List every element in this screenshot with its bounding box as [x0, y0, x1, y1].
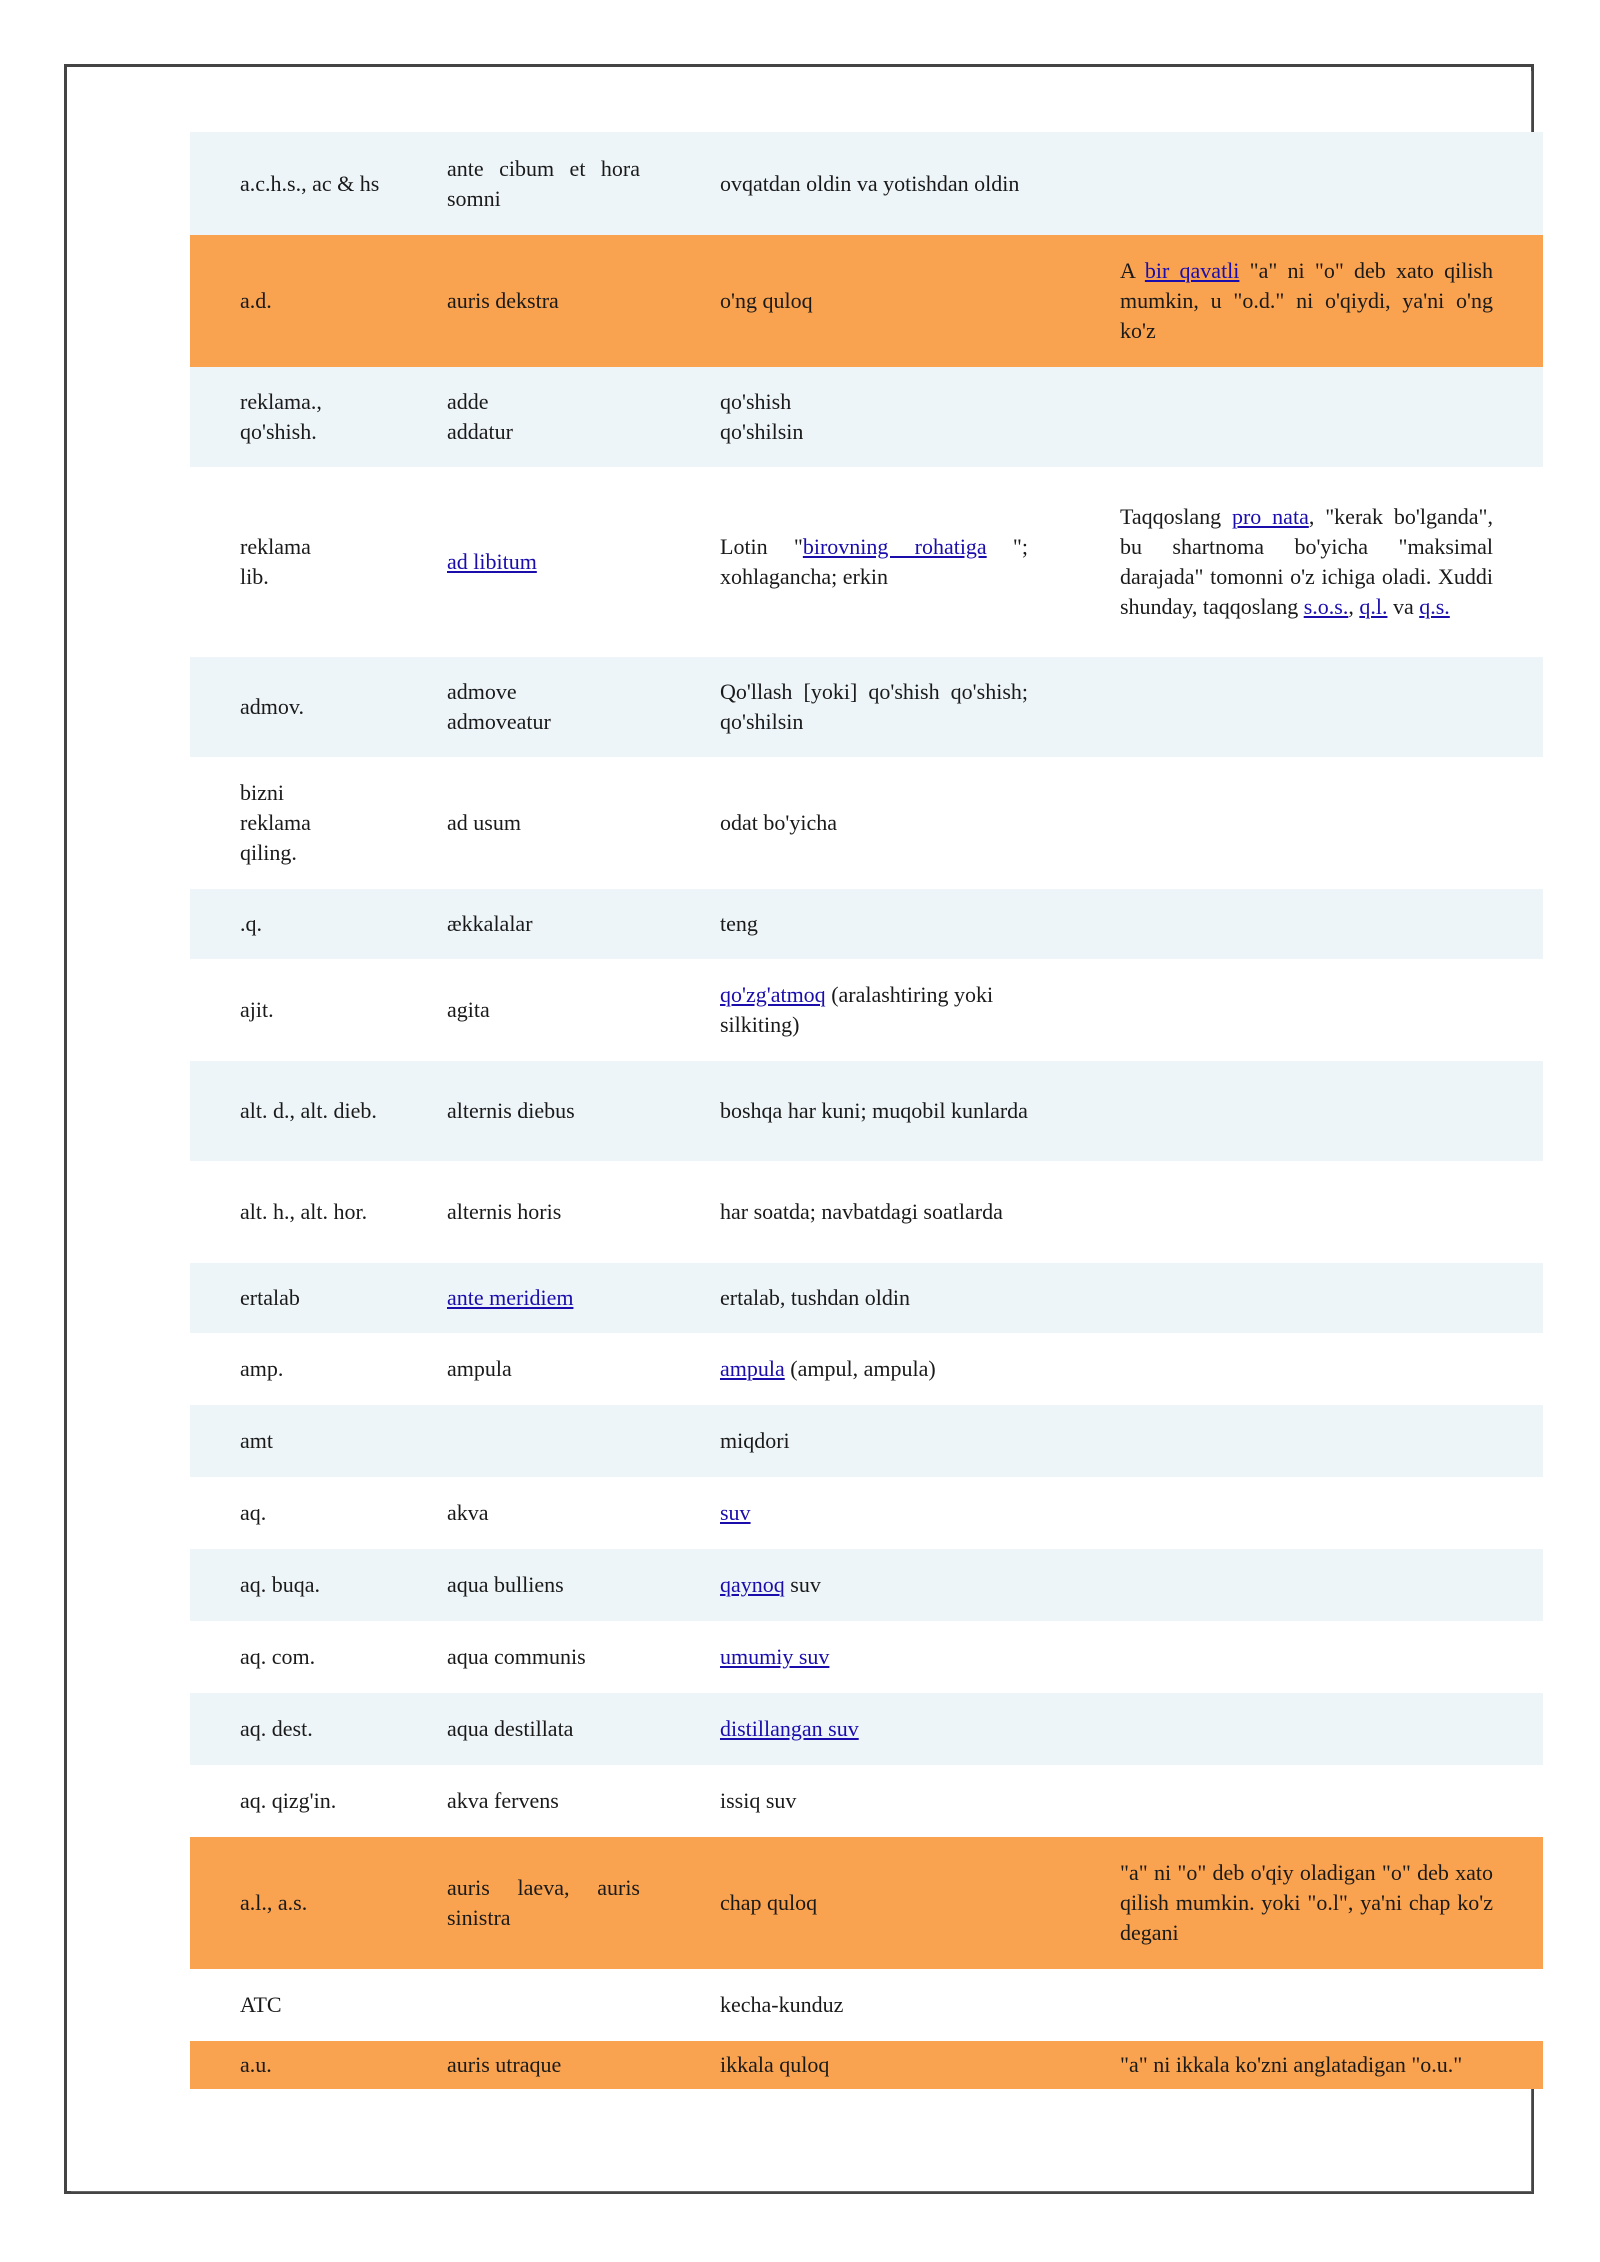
meaning-cell: qaynoq suv [720, 1572, 821, 1597]
table-row [190, 1693, 1543, 1765]
table-row [190, 1765, 1543, 1837]
latin-link[interactable]: ante meridiem [447, 1285, 574, 1310]
table-row [190, 132, 1543, 235]
latin-cell: ante cibum et hora somni [447, 155, 640, 211]
abbreviation-cell: reklama., qo'shish. [240, 389, 322, 444]
note-link[interactable]: pro nata [1231, 504, 1309, 529]
note-cell: "a" ni "o" deb o'qiy oladigan "o" deb xato qilish mumkin. yoki "o.l", ya'ni chap ko'z degani [1120, 1860, 1493, 1945]
latin-cell: alternis diebus [447, 1098, 575, 1123]
meaning-cell: ovqatdan oldin va yotishdan oldin [720, 170, 1020, 196]
table-row [190, 467, 1543, 657]
abbreviation-cell: a.l., a.s. [240, 1890, 308, 1915]
meaning-cell: chap quloq [720, 1890, 818, 1915]
note-link[interactable]: q.s. [1419, 594, 1450, 619]
table-row [190, 1263, 1543, 1333]
meaning-cell: odat bo'yicha [720, 810, 837, 835]
table-row [190, 889, 1543, 959]
meaning-cell: issiq suv [720, 1788, 797, 1813]
abbreviation-cell: bizni reklama qiling. [240, 780, 311, 865]
table-row [190, 1333, 1543, 1405]
abbreviation-cell: ertalab [240, 1285, 300, 1310]
latin-cell: admove admoveatur [447, 679, 551, 734]
abbreviation-cell: aq. dest. [240, 1716, 313, 1741]
meaning-cell: o'ng quloq [720, 288, 813, 313]
latin-cell: akva [447, 1500, 489, 1525]
abbreviation-cell: a.d. [240, 288, 272, 313]
table-row [190, 1061, 1543, 1161]
table-row [190, 1621, 1543, 1693]
table-row [190, 1969, 1543, 2041]
note-cell: Taqqoslang pro nata, "kerak bo'lganda", bu shartnoma bo'yicha "maksimal darajada" tomonni o'z ichiga oladi. Xuddi shunday, taqqoslang s.o.s., q.l. va q.s. [1120, 504, 1493, 619]
abbreviation-cell: ajit. [240, 997, 274, 1022]
abbreviation-cell: amt [240, 1428, 273, 1453]
table-row [190, 1405, 1543, 1477]
meaning-link[interactable]: ampula [720, 1356, 785, 1381]
meaning-link[interactable]: qaynoq [720, 1572, 785, 1597]
latin-cell: auris dekstra [447, 288, 559, 313]
table-row [190, 367, 1543, 467]
table-row [190, 1477, 1543, 1549]
latin-cell: aqua bulliens [447, 1572, 564, 1597]
meaning-cell: Qo'llash [yoki] qo'shish qo'shish; qo'shilsin [720, 679, 1028, 734]
note-link[interactable]: q.l. [1359, 594, 1388, 619]
meaning-cell: ertalab, tushdan oldin [720, 1285, 911, 1310]
abbreviation-cell: ATC [240, 1992, 282, 2017]
abbreviation-cell: a.c.h.s., ac & hs [240, 170, 380, 196]
abbreviation-cell: reklama lib. [240, 534, 311, 589]
meaning-cell: miqdori [720, 1428, 790, 1453]
table-row [190, 1837, 1543, 1969]
table-row [190, 2041, 1543, 2089]
abbreviation-cell: alt. d., alt. dieb. [240, 1098, 377, 1123]
abbreviation-cell: amp. [240, 1356, 284, 1381]
abbreviation-cell: aq. com. [240, 1644, 316, 1669]
abbreviation-table [190, 132, 1543, 2089]
note-cell: "a" ni ikkala ko'zni anglatadigan "o.u." [1120, 2052, 1463, 2077]
latin-cell: alternis horis [447, 1199, 562, 1224]
latin-cell: auris laeva, auris sinistra [447, 1875, 640, 1930]
meaning-link[interactable]: umumiy suv [720, 1644, 830, 1669]
latin-cell: ampula [447, 1356, 512, 1381]
table-row [190, 235, 1543, 367]
latin-cell: ækkalalar [447, 911, 533, 936]
meaning-cell: ikkala quloq [720, 2052, 830, 2077]
latin-cell: aqua destillata [447, 1716, 574, 1741]
abbreviation-cell: alt. h., alt. hor. [240, 1199, 368, 1224]
note-link[interactable]: bir qavatli [1144, 258, 1240, 283]
note-link[interactable]: s.o.s. [1303, 594, 1349, 619]
meaning-cell: qo'shish qo'shilsin [720, 389, 804, 444]
meaning-cell: qo'zg'atmoq (aralashtiring yoki silkiting) [720, 982, 994, 1037]
meaning-link[interactable]: qo'zg'atmoq [720, 982, 826, 1007]
latin-cell: aqua communis [447, 1644, 586, 1669]
table-row [190, 757, 1543, 889]
meaning-cell: boshqa har kuni; muqobil kunlarda [720, 1098, 1028, 1123]
meaning-cell: har soatda; navbatdagi soatlarda [720, 1199, 1003, 1224]
abbreviation-cell: aq. buqa. [240, 1572, 321, 1597]
note-cell: A bir qavatli "a" ni "o" deb xato qilish mumkin, u "o.d." ni o'qiydi, ya'ni o'ng ko'z [1120, 258, 1493, 343]
meaning-cell: teng [720, 911, 758, 936]
meaning-link[interactable]: birovning rohatiga [802, 534, 987, 559]
table-row [190, 1549, 1543, 1621]
abbreviation-cell: a.u. [240, 2052, 272, 2077]
meaning-link[interactable]: suv [720, 1500, 751, 1525]
latin-cell: agita [447, 997, 490, 1022]
abbreviation-cell: admov. [240, 694, 304, 719]
meaning-link[interactable]: distillangan suv [720, 1716, 859, 1741]
table-row [190, 657, 1543, 757]
abbreviation-cell: aq. [240, 1500, 267, 1525]
latin-cell: ad usum [447, 810, 521, 835]
abbreviation-cell: .q. [240, 911, 262, 936]
latin-cell: auris utraque [447, 2052, 562, 2077]
table-row [190, 1161, 1543, 1263]
latin-link[interactable]: ad libitum [447, 549, 537, 574]
latin-cell: adde addatur [447, 389, 513, 444]
meaning-cell: Lotin "birovning rohatiga "; xohlaganchа; erkin [720, 534, 1028, 589]
meaning-cell: kecha-kunduz [720, 1992, 844, 2017]
latin-cell: akva fervens [447, 1788, 559, 1813]
meaning-cell: ampula (ampul, ampula) [720, 1356, 936, 1381]
table-row [190, 959, 1543, 1061]
abbreviation-cell: aq. qizg'in. [240, 1788, 337, 1813]
